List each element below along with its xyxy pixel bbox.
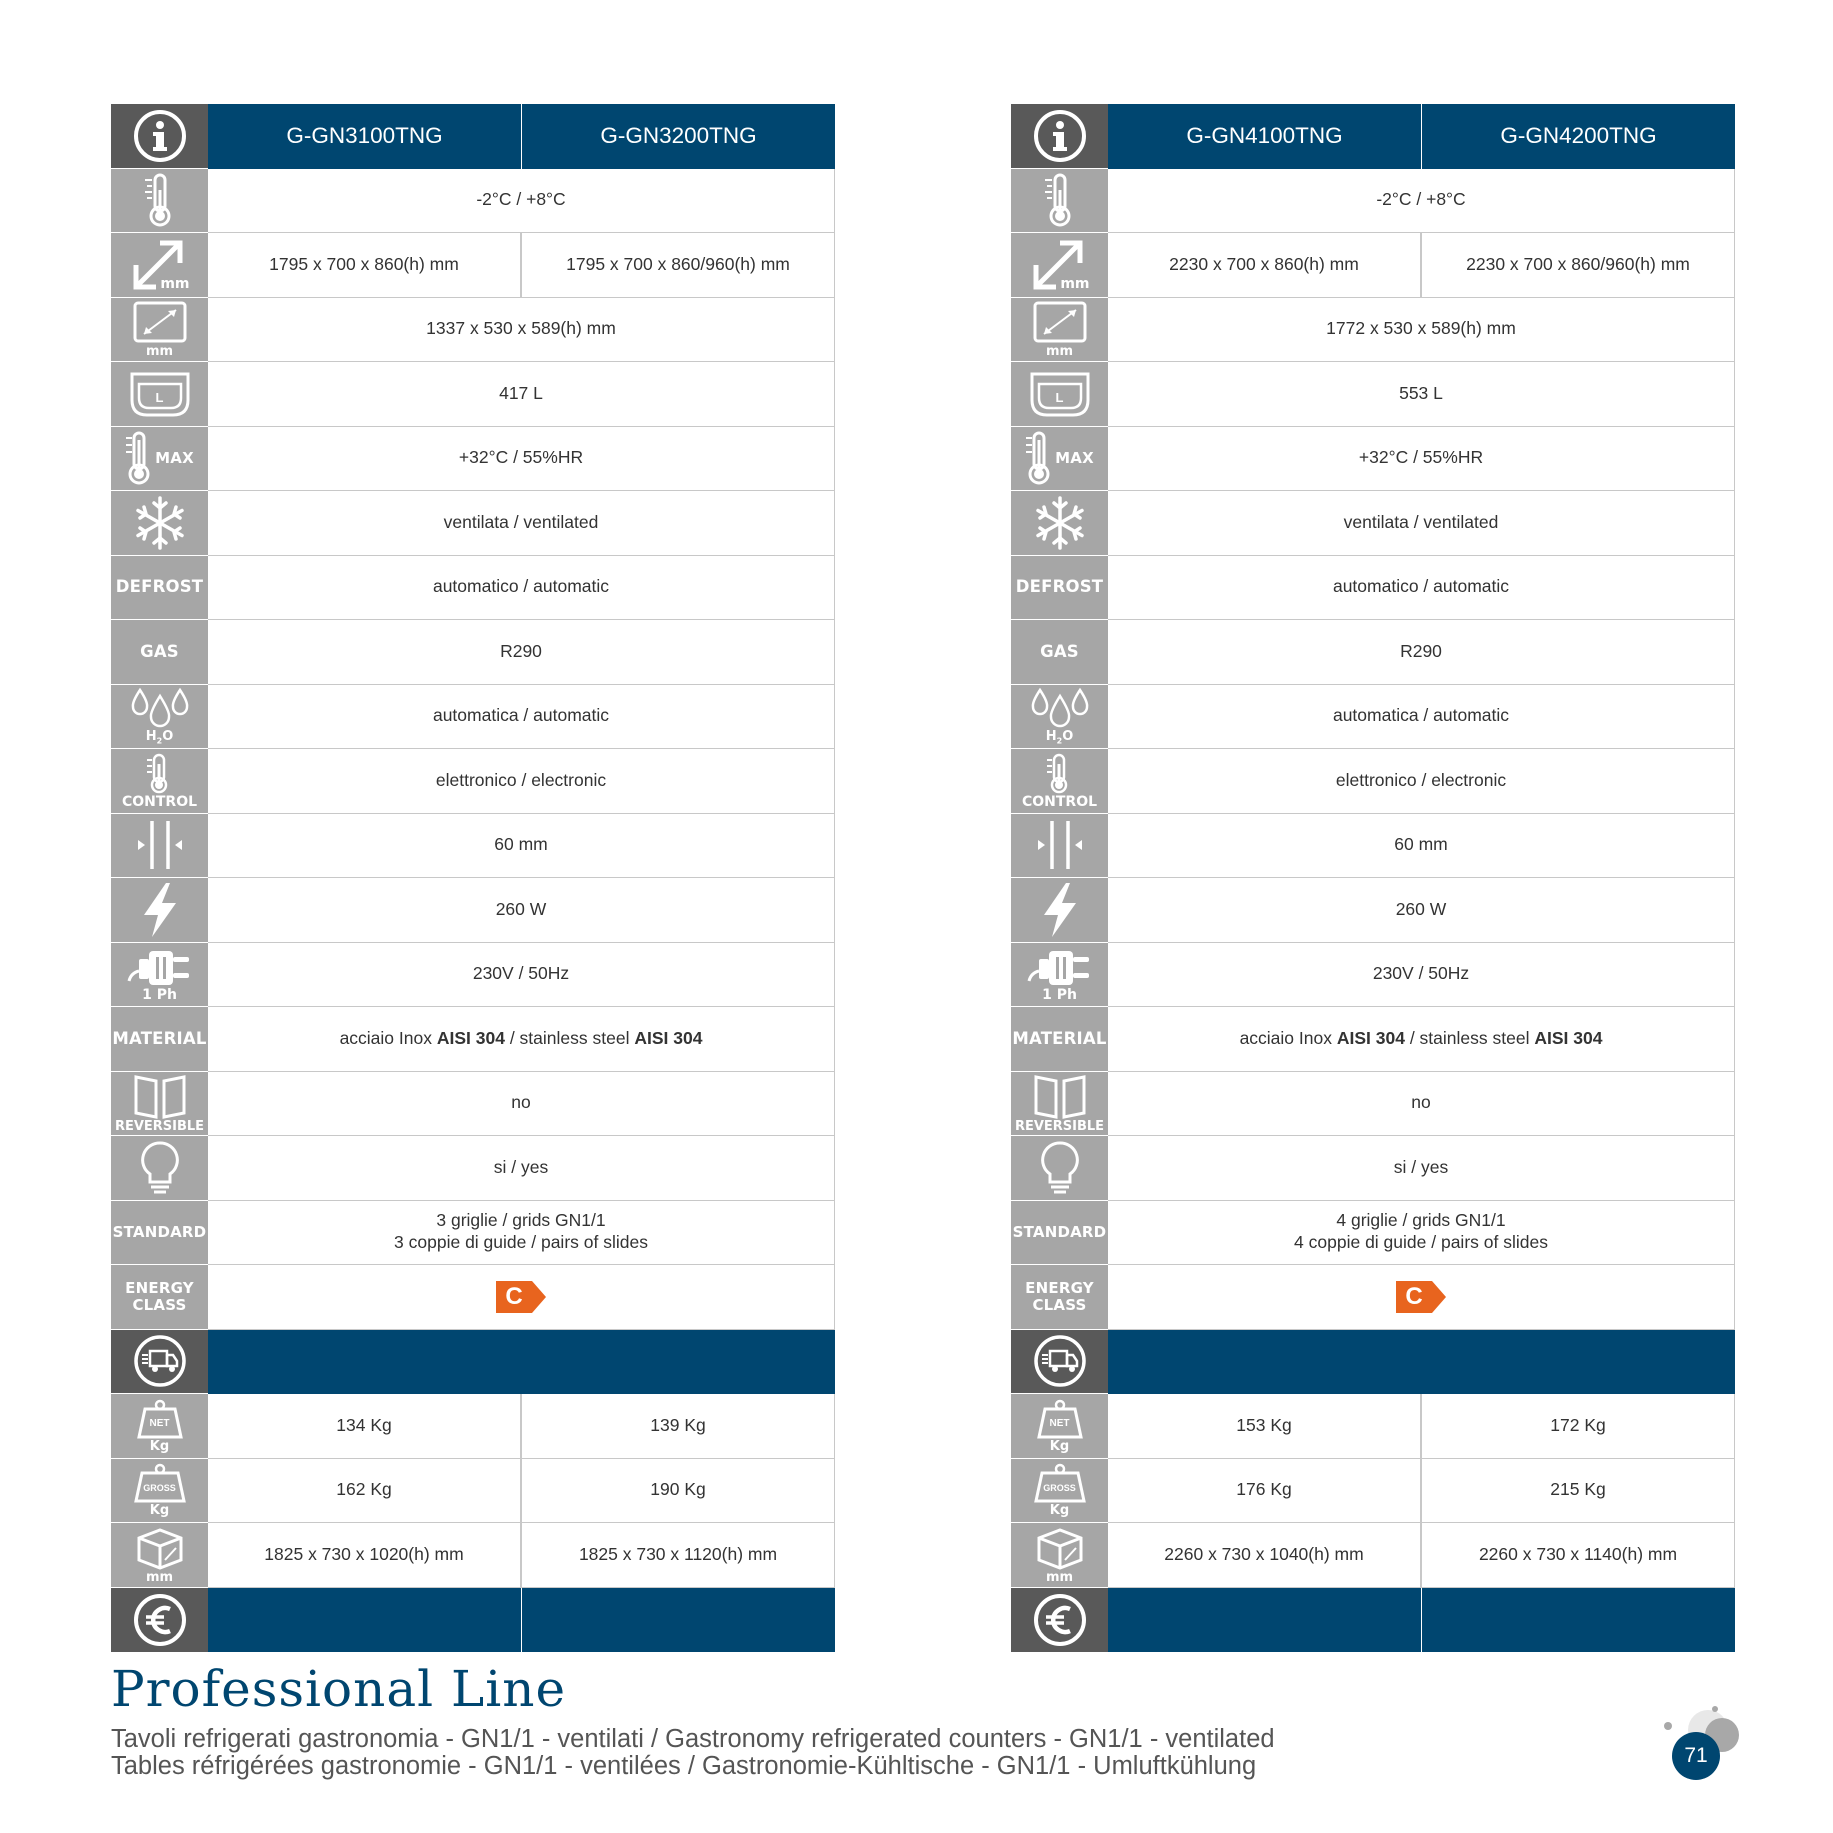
spec-value: 2260 x 730 x 1040(h) mm: [1108, 1523, 1421, 1588]
spec-value: si / yes: [208, 1136, 835, 1201]
gas-label: GAS: [140, 641, 179, 661]
spec-value: 1795 x 700 x 860/960(h) mm: [521, 233, 835, 298]
spec-value: elettronico / electronic: [1108, 749, 1735, 814]
spec-value: 3 griglie / grids GN1/1 3 coppie di guide / pairs of slides: [208, 1201, 835, 1266]
spec-value: 162 Kg: [208, 1459, 521, 1524]
defrost-label: DEFROST: [1015, 577, 1104, 597]
spec-row-gross-weight: [111, 1459, 835, 1524]
max-label: MAX: [155, 449, 194, 467]
phase-label: 1 Ph: [142, 986, 177, 1003]
thermometer-icon: [140, 172, 180, 228]
model-name: G-GN3200TNG: [522, 104, 835, 169]
info-icon: [132, 108, 188, 164]
spec-value: automatico / automatic: [208, 556, 835, 621]
energy-class-label: ENERGY CLASS: [1025, 1279, 1094, 1314]
spec-row-energy-class: [111, 1265, 835, 1330]
water-drops-icon: [129, 687, 191, 729]
spec-value: 1337 x 530 x 589(h) mm: [208, 298, 835, 363]
light-bulb-icon: [138, 1140, 182, 1196]
header-row: [111, 104, 835, 169]
defrost-label: DEFROST: [115, 577, 204, 597]
kg-label: Kg: [1049, 1438, 1070, 1454]
model-name: G-GN3100TNG: [208, 104, 522, 169]
spec-row-defrost: [111, 556, 835, 621]
spec-row-light: [1011, 1136, 1735, 1201]
spec-row-voltage: [1011, 943, 1735, 1008]
spec-row-temperature: [1011, 169, 1735, 234]
spec-value: acciaio Inox AISI 304 / stainless steel AISI 304: [1108, 1007, 1735, 1072]
spec-table-left: [111, 104, 835, 1652]
price-cell: [1108, 1588, 1422, 1653]
spec-row-voltage: [111, 943, 835, 1008]
page-decoration: [1664, 1722, 1672, 1730]
spec-value: 60 mm: [1108, 814, 1735, 879]
spec-value: 134 Kg: [208, 1394, 521, 1459]
spec-row-temperature: [111, 169, 835, 234]
spec-row-climate-class: [1011, 427, 1735, 492]
thermometer-max-icon: [1025, 430, 1053, 486]
spec-value: 215 Kg: [1421, 1459, 1735, 1524]
kg-label: Kg: [149, 1438, 170, 1454]
energy-class-badge: C: [1396, 1281, 1446, 1313]
spec-row-climate-class: [111, 427, 835, 492]
spec-value: 4 griglie / grids GN1/1 4 coppie di guide / pairs of slides: [1108, 1201, 1735, 1266]
shipping-header-row: [111, 1330, 835, 1395]
standard-label: STANDARD: [1012, 1223, 1107, 1241]
spec-value: 139 Kg: [521, 1394, 835, 1459]
liter-label: L: [1055, 389, 1064, 405]
price-cell: [208, 1588, 522, 1653]
spec-value: no: [208, 1072, 835, 1137]
spec-value: R290: [208, 620, 835, 685]
spec-row-evaporation: [1011, 685, 1735, 750]
insulation-thickness-icon: [132, 817, 188, 873]
price-row: [1011, 1588, 1735, 1653]
spec-row-power: [111, 878, 835, 943]
spec-row-volume: [111, 362, 835, 427]
spec-value: 230V / 50Hz: [208, 943, 835, 1008]
spec-value: 553 L: [1108, 362, 1735, 427]
spec-value: 1825 x 730 x 1120(h) mm: [521, 1523, 835, 1588]
kg-label: Kg: [1049, 1503, 1070, 1519]
spec-value: automatica / automatic: [208, 685, 835, 750]
spec-value: 2230 x 700 x 860(h) mm: [1108, 233, 1421, 298]
spec-row-material: [111, 1007, 835, 1072]
spec-value: +32°C / 55%HR: [1108, 427, 1735, 492]
mm-label: mm: [1060, 275, 1090, 292]
spec-row-insulation: [111, 814, 835, 879]
phase-label: 1 Ph: [1042, 986, 1077, 1003]
shipping-header-row: [1011, 1330, 1735, 1395]
insulation-thickness-icon: [1032, 817, 1088, 873]
spec-row-evaporation: [111, 685, 835, 750]
spec-value: ventilata / ventilated: [208, 491, 835, 556]
light-bulb-icon: [1038, 1140, 1082, 1196]
control-label: CONTROL: [121, 794, 198, 811]
spec-row-gas: [111, 620, 835, 685]
mm-label: mm: [160, 275, 190, 292]
energy-class-label: ENERGY CLASS: [125, 1279, 194, 1314]
reversible-door-icon: [132, 1073, 188, 1119]
standard-label: STANDARD: [112, 1223, 207, 1241]
spec-row-package-dimensions: [1011, 1523, 1735, 1588]
price-row: [111, 1588, 835, 1653]
spec-value: 1772 x 530 x 589(h) mm: [1108, 298, 1735, 363]
liter-label: L: [155, 389, 164, 405]
spec-row-control: [1011, 749, 1735, 814]
page-decoration: [1712, 1706, 1718, 1712]
page-title: Professional Line: [111, 1660, 567, 1718]
spec-value: +32°C / 55%HR: [208, 427, 835, 492]
spec-row-package-dimensions: [111, 1523, 835, 1588]
lightning-icon: [1038, 881, 1082, 939]
spec-row-reversible: [111, 1072, 835, 1137]
package-box-icon: [135, 1526, 185, 1570]
model-name: G-GN4100TNG: [1108, 104, 1422, 169]
spec-row-light: [111, 1136, 835, 1201]
euro-icon: [1032, 1592, 1088, 1648]
spec-row-external-dimensions: [111, 233, 835, 298]
thermometer-icon: [1040, 172, 1080, 228]
kg-label: Kg: [149, 1503, 170, 1519]
water-drops-icon: [1029, 687, 1091, 729]
spec-row-internal-dimensions: [111, 298, 835, 363]
h2o-label: $H_2O$: [1045, 728, 1074, 746]
spec-row-material: [1011, 1007, 1735, 1072]
mm-label: mm: [145, 344, 174, 360]
spec-value: acciaio Inox AISI 304 / stainless steel AISI 304: [208, 1007, 835, 1072]
spec-row-insulation: [1011, 814, 1735, 879]
page-number: 71: [1672, 1732, 1720, 1780]
lightning-icon: [138, 881, 182, 939]
header-row: [1011, 104, 1735, 169]
spec-row-refrigeration: [1011, 491, 1735, 556]
spec-value: 260 W: [208, 878, 835, 943]
snowflake-icon: [1032, 495, 1088, 551]
spec-row-standard: [1011, 1201, 1735, 1266]
plug-icon: [127, 947, 193, 987]
gross-label: GROSS: [1043, 1483, 1076, 1494]
spec-row-control: [111, 749, 835, 814]
info-icon: [1032, 108, 1088, 164]
spec-value: 417 L: [208, 362, 835, 427]
info-icon-cell: [111, 104, 208, 169]
spec-value: elettronico / electronic: [208, 749, 835, 814]
internal-dimensions-icon: [1032, 300, 1088, 344]
reversible-door-icon: [1032, 1073, 1088, 1119]
spec-row-standard: [111, 1201, 835, 1266]
snowflake-icon: [132, 495, 188, 551]
material-label: MATERIAL: [112, 1028, 207, 1048]
spec-row-net-weight: [111, 1394, 835, 1459]
energy-class-badge: C: [496, 1281, 546, 1313]
spec-value: ventilata / ventilated: [1108, 491, 1735, 556]
spec-value: 1825 x 730 x 1020(h) mm: [208, 1523, 521, 1588]
spec-value: -2°C / +8°C: [208, 169, 835, 234]
max-label: MAX: [1055, 449, 1094, 467]
net-label: NET: [1049, 1417, 1070, 1429]
spec-row-volume: [1011, 362, 1735, 427]
h2o-label: $H_2O$: [145, 728, 174, 746]
package-box-icon: [1035, 1526, 1085, 1570]
reversible-label: REVERSIBLE: [1014, 1119, 1105, 1135]
spec-value: no: [1108, 1072, 1735, 1137]
spec-value: 176 Kg: [1108, 1459, 1421, 1524]
spec-value: automatica / automatic: [1108, 685, 1735, 750]
mm-label: mm: [1045, 344, 1074, 360]
spec-value: 172 Kg: [1421, 1394, 1735, 1459]
price-cell: [1422, 1588, 1735, 1653]
spec-row-gross-weight: [1011, 1459, 1735, 1524]
spec-value: 230V / 50Hz: [1108, 943, 1735, 1008]
spec-row-net-weight: [1011, 1394, 1735, 1459]
spec-value: 1795 x 700 x 860(h) mm: [208, 233, 521, 298]
spec-value: R290: [1108, 620, 1735, 685]
spec-row-reversible: [1011, 1072, 1735, 1137]
net-label: NET: [149, 1417, 170, 1429]
thermostat-icon: [1044, 752, 1074, 794]
price-cell: [522, 1588, 835, 1653]
euro-icon: [132, 1592, 188, 1648]
thermometer-max-icon: [125, 430, 153, 486]
plug-icon: [1027, 947, 1093, 987]
material-label: MATERIAL: [1012, 1028, 1107, 1048]
spec-row-internal-dimensions: [1011, 298, 1735, 363]
gross-label: GROSS: [143, 1483, 176, 1494]
spec-value: si / yes: [1108, 1136, 1735, 1201]
spec-value: -2°C / +8°C: [1108, 169, 1735, 234]
spec-value: 2260 x 730 x 1140(h) mm: [1421, 1523, 1735, 1588]
spec-row-power: [1011, 878, 1735, 943]
spec-row-defrost: [1011, 556, 1735, 621]
spec-row-gas: [1011, 620, 1735, 685]
spec-value: 153 Kg: [1108, 1394, 1421, 1459]
spec-value: 190 Kg: [521, 1459, 835, 1524]
spec-row-external-dimensions: [1011, 233, 1735, 298]
page-subtitle: Tavoli refrigerati gastronomia - GN1/1 - ventilati / Gastronomy refrigerated counters - GN1/1 - ventilated Tables réfrigérées gastronomie - GN1/1 - ventilées / Gastronomie-Kühltische - GN1/1 - Umluftkühlung: [111, 1725, 1275, 1780]
control-label: CONTROL: [1021, 794, 1098, 811]
spec-row-energy-class: [1011, 1265, 1735, 1330]
mm-label: mm: [145, 1569, 174, 1585]
delivery-truck-icon: [1032, 1333, 1088, 1389]
spec-value: 60 mm: [208, 814, 835, 879]
thermostat-icon: [144, 752, 174, 794]
delivery-truck-icon: [132, 1333, 188, 1389]
spec-table-right: [1011, 104, 1735, 1652]
spec-value: 260 W: [1108, 878, 1735, 943]
internal-dimensions-icon: [132, 300, 188, 344]
model-name: G-GN4200TNG: [1422, 104, 1735, 169]
mm-label: mm: [1045, 1569, 1074, 1585]
spec-row-refrigeration: [111, 491, 835, 556]
spec-value: automatico / automatic: [1108, 556, 1735, 621]
gas-label: GAS: [1040, 641, 1079, 661]
spec-value: 2230 x 700 x 860/960(h) mm: [1421, 233, 1735, 298]
reversible-label: REVERSIBLE: [114, 1119, 205, 1135]
